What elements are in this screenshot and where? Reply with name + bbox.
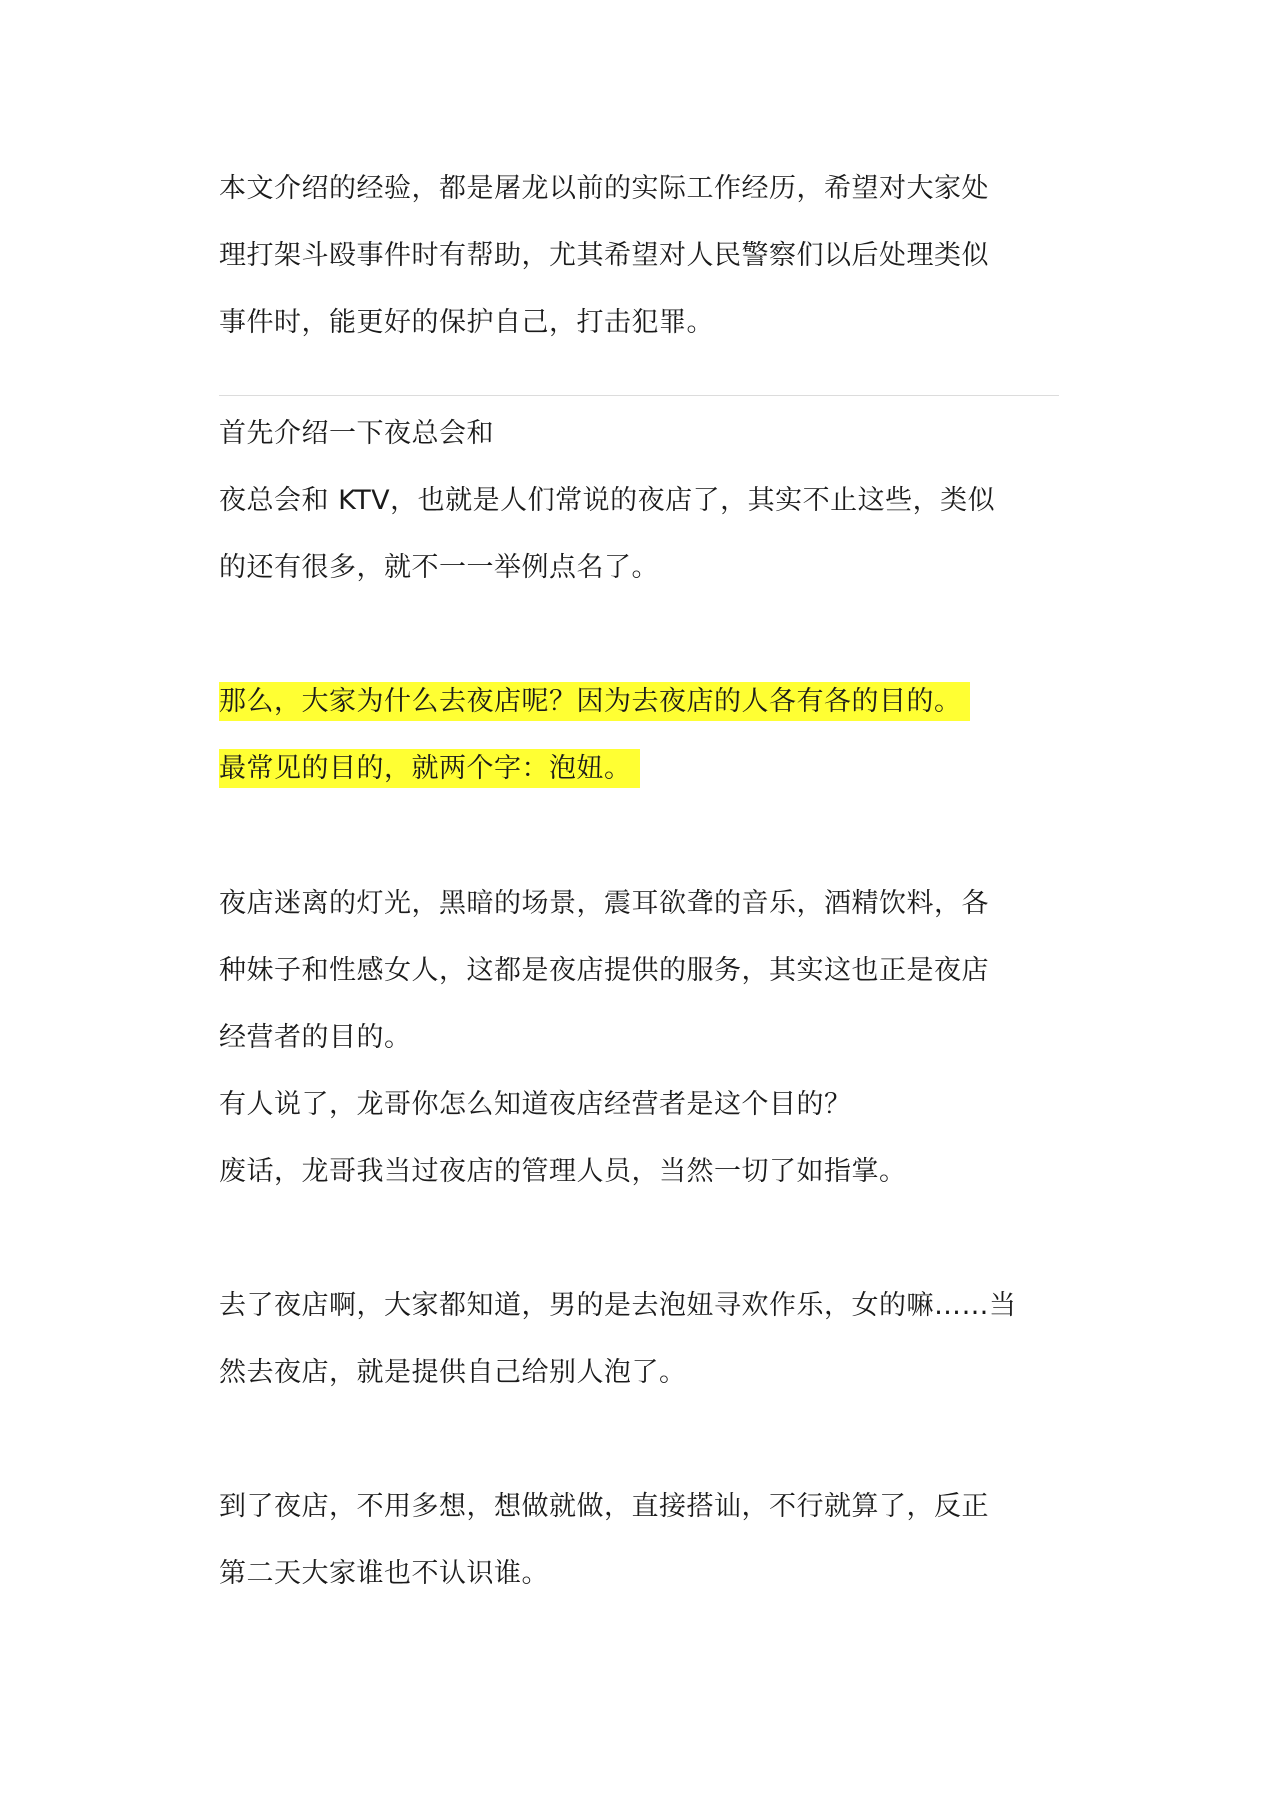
para4-line-2: 第二天大家谁也不认识谁。: [219, 1558, 549, 1589]
section-divider: [219, 395, 1059, 396]
highlighted-text: 那么，大家为什么去夜店呢？因为去夜店的人各有各的目的。: [219, 682, 970, 721]
intro-line-1: 本文介绍的经验，都是屠龙以前的实际工作经历，希望对大家处: [219, 173, 989, 204]
para2-line-5: 废话，龙哥我当过夜店的管理人员，当然一切了如指掌。: [219, 1156, 907, 1187]
intro-line-2: 理打架斗殴事件时有帮助，尤其希望对人民警察们以后处理类似: [219, 240, 989, 271]
para2-line-4: 有人说了，龙哥你怎么知道夜店经营者是这个目的？: [219, 1089, 852, 1120]
highlight-line-1: [219, 685, 970, 719]
section-heading: 首先介绍一下夜总会和: [219, 418, 494, 449]
highlight-line-2: [219, 752, 640, 786]
para2-line-2: 种妹子和性感女人，这都是夜店提供的服务，其实这也正是夜店: [219, 955, 989, 986]
para3-line-1: 去了夜店啊，大家都知道，男的是去泡妞寻欢作乐，女的嘛……当: [219, 1290, 1017, 1321]
para3-line-2: 然去夜店，就是提供自己给别人泡了。: [219, 1357, 687, 1388]
intro-line-3: 事件时，能更好的保护自己，打击犯罪。: [219, 307, 714, 338]
para1-line-1: 夜总会和 KTV，也就是人们常说的夜店了，其实不止这些，类似: [219, 485, 996, 516]
para1-line-2: 的还有很多，就不一一举例点名了。: [219, 552, 659, 583]
para2-line-1: 夜店迷离的灯光，黑暗的场景，震耳欲聋的音乐，酒精饮料，各: [219, 888, 989, 919]
para2-line-3: 经营者的目的。: [219, 1022, 412, 1053]
highlighted-text: 最常见的目的，就两个字：泡妞。: [219, 749, 640, 788]
para4-line-1: 到了夜店，不用多想，想做就做，直接搭讪，不行就算了，反正: [219, 1491, 989, 1522]
